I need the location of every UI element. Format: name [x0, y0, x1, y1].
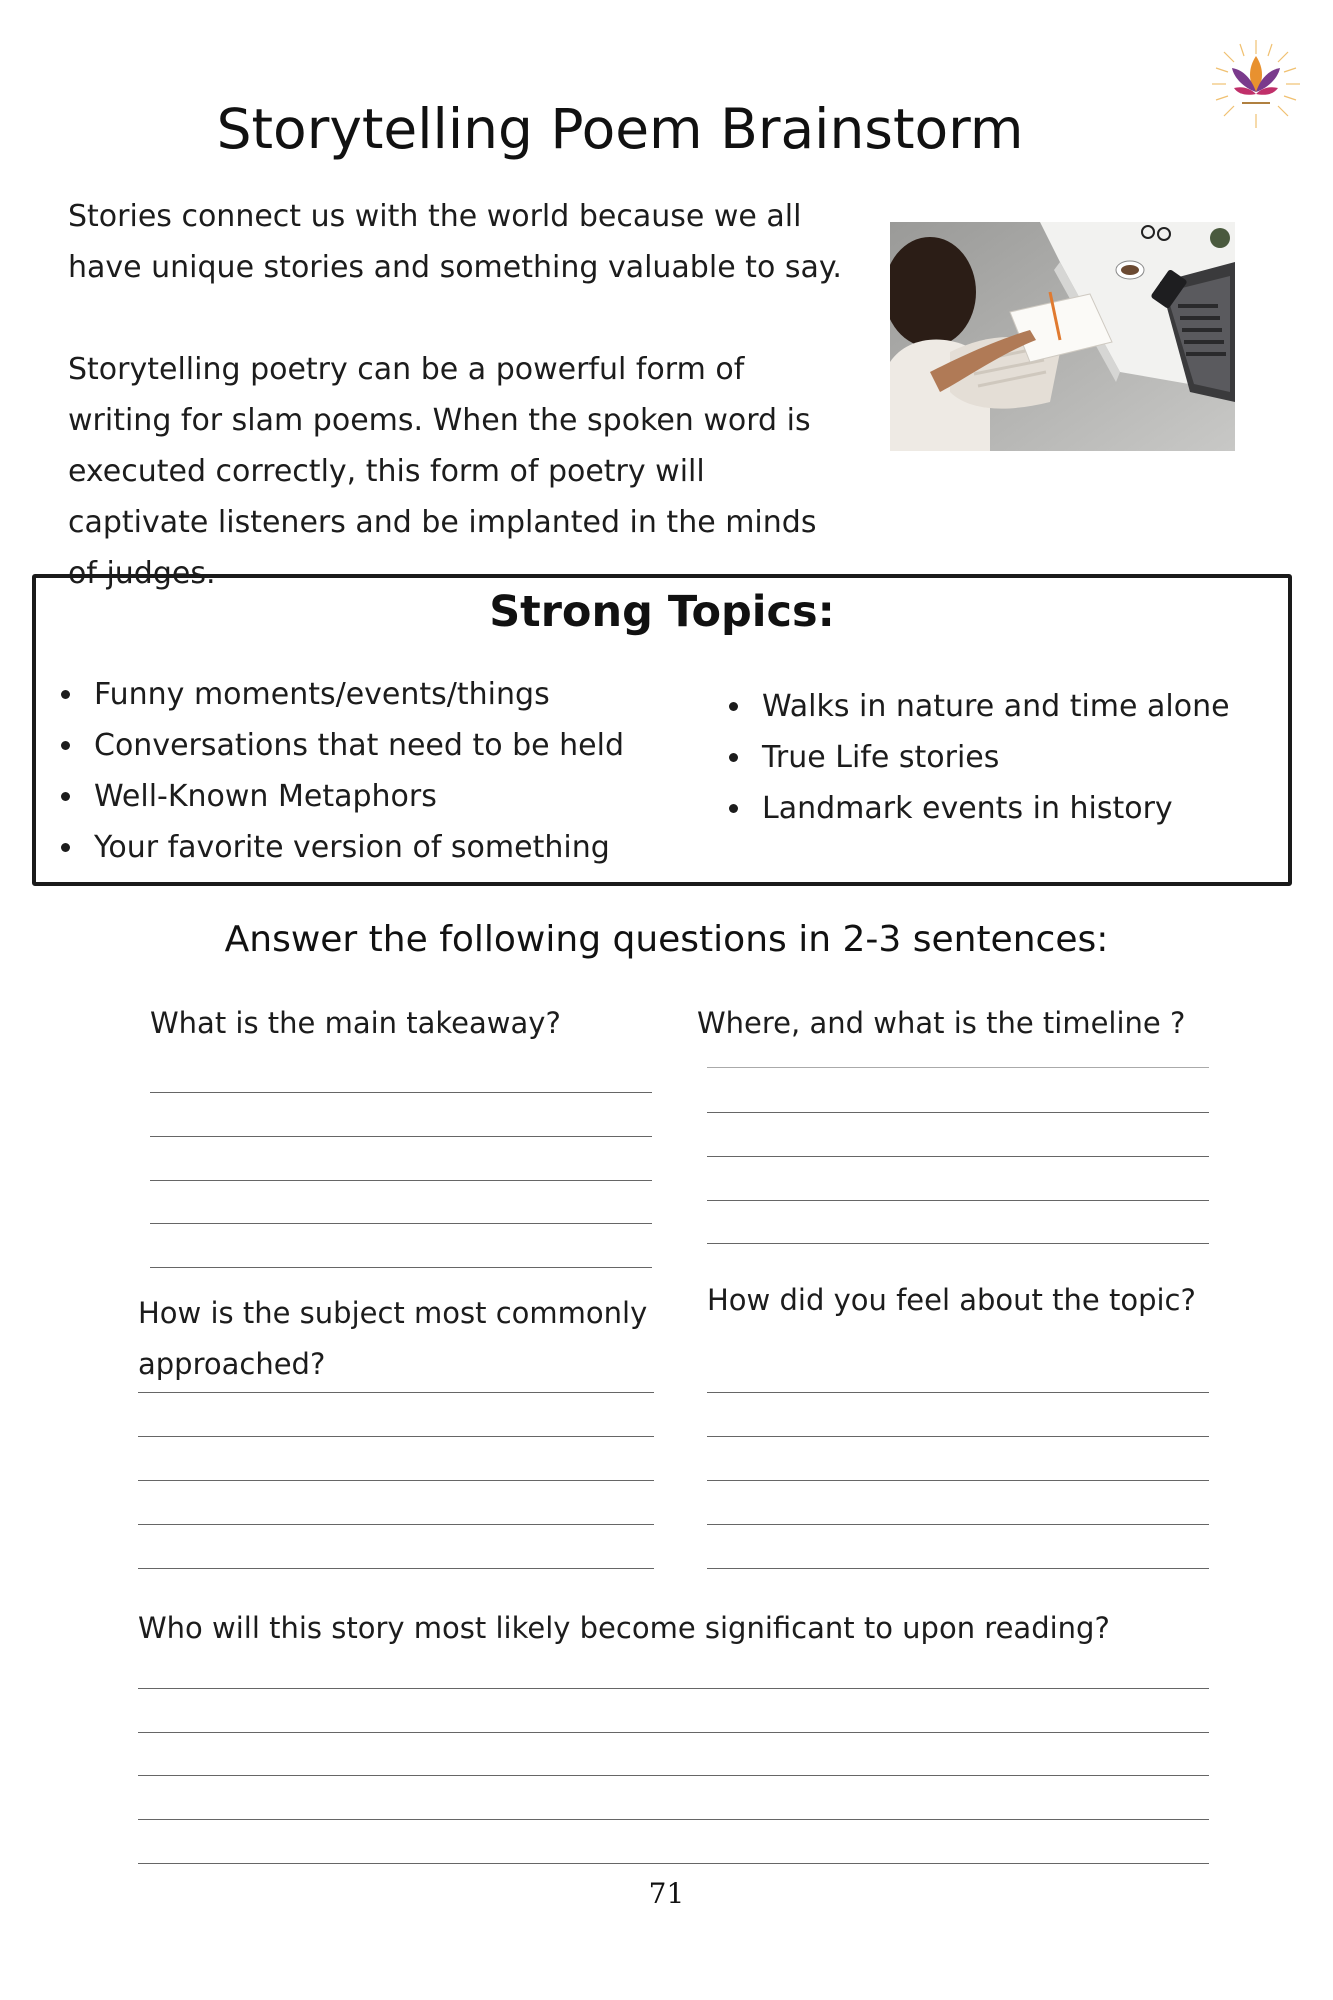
question-timeline: Where, and what is the timeline ?: [697, 1006, 1186, 1040]
intro-line: Stories connect us with the world because we all: [68, 199, 802, 234]
intro-line: Storytelling poetry can be a powerful form of: [68, 352, 745, 387]
question-line: approached?: [138, 1347, 326, 1381]
answer-line[interactable]: [138, 1863, 1209, 1864]
intro-line: executed correctly, this form of poetry will: [68, 454, 705, 489]
strong-topics-right-list: [700, 681, 1333, 834]
intro-line: of judges.: [68, 556, 216, 591]
strong-topics-left-list: [32, 669, 746, 873]
answer-line[interactable]: [138, 1436, 654, 1437]
answer-line[interactable]: [150, 1092, 652, 1093]
question-line: How is the subject most commonly: [138, 1296, 648, 1330]
answer-line[interactable]: [707, 1243, 1209, 1244]
topic-item: • Funny moments/events/things: [86, 669, 746, 720]
strong-topics-heading: Strong Topics:: [489, 587, 835, 637]
answer-line[interactable]: [138, 1524, 654, 1525]
answer-line[interactable]: [138, 1392, 654, 1393]
intro-paragraph-2: [68, 344, 868, 599]
answer-line[interactable]: [707, 1480, 1209, 1481]
answer-line[interactable]: [707, 1200, 1209, 1201]
answer-line[interactable]: [707, 1436, 1209, 1437]
instructions-text: Answer the following questions in 2-3 sentences:: [224, 919, 1109, 960]
answer-line[interactable]: [707, 1568, 1209, 1569]
answer-line[interactable]: [150, 1223, 652, 1224]
question-subject-approach: [138, 1288, 698, 1390]
writing-photo: [890, 222, 1235, 451]
topic-item: • Landmark events in history: [754, 783, 1333, 834]
page-title: Storytelling Poem Brainstorm: [216, 97, 1024, 161]
intro-paragraph-1: [68, 191, 868, 293]
answer-line[interactable]: [150, 1180, 652, 1181]
answer-line[interactable]: [707, 1156, 1209, 1157]
answer-line[interactable]: [138, 1775, 1209, 1776]
page-number: 71: [648, 1877, 685, 1910]
answer-line[interactable]: [138, 1688, 1209, 1689]
topic-item: • Well-Known Metaphors: [86, 771, 746, 822]
answer-line[interactable]: [150, 1267, 652, 1268]
intro-line: have unique stories and something valuable to say.: [68, 250, 842, 285]
question-feelings: How did you feel about the topic?: [707, 1283, 1196, 1317]
answer-line[interactable]: [150, 1136, 652, 1137]
intro-line: captivate listeners and be implanted in the minds: [68, 505, 817, 540]
question-significance: Who will this story most likely become significant to upon reading?: [138, 1611, 1110, 1645]
answer-line[interactable]: [707, 1112, 1209, 1113]
answer-line[interactable]: [138, 1480, 654, 1481]
lotus-logo-icon: [1210, 38, 1302, 130]
answer-line[interactable]: [138, 1568, 654, 1569]
topic-item: • True Life stories: [754, 732, 1333, 783]
topic-item: • Conversations that need to be held: [86, 720, 746, 771]
topic-item: • Your favorite version of something: [86, 822, 746, 873]
answer-line[interactable]: [707, 1067, 1209, 1068]
answer-line[interactable]: [707, 1524, 1209, 1525]
topic-item: • Walks in nature and time alone: [754, 681, 1333, 732]
answer-line[interactable]: [138, 1732, 1209, 1733]
answer-line[interactable]: [138, 1819, 1209, 1820]
answer-line[interactable]: [707, 1392, 1209, 1393]
question-main-takeaway: What is the main takeaway?: [150, 1006, 561, 1040]
intro-line: writing for slam poems. When the spoken word is: [68, 403, 811, 438]
